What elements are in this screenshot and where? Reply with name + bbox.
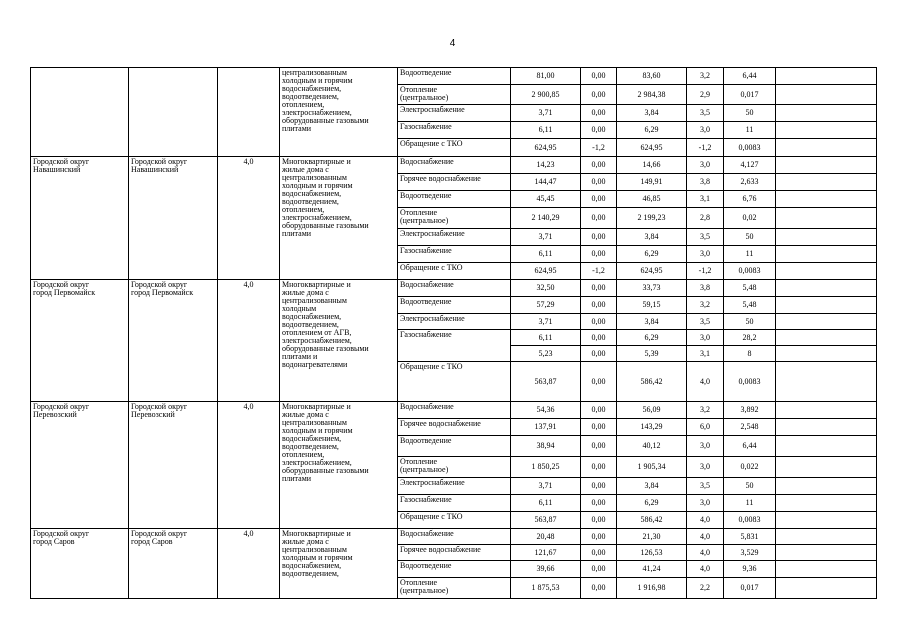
value-cell-v4: 4,0 [687,512,724,529]
value-cell-v1: 624,95 [511,263,581,280]
value-cell-v4: 3,8 [687,174,724,191]
tariff-table [30,67,877,599]
empty-cell [776,191,877,208]
value-cell-v1: 81,00 [511,68,581,85]
service-cell: Отопление (центральное) [398,85,511,105]
value-cell-v4: 2,2 [687,578,724,599]
service-cell: Электроснабжение [398,229,511,246]
value-cell-v4: 3,2 [687,297,724,314]
value-cell-v1: 3,71 [511,478,581,495]
description-cell: Многоквартирные и жилые дома с централизованным холодным и горячим водоснабжением, водоотведением, отоплением, электроснабжением, оборудованные газовыми плитами [280,157,398,280]
empty-cell [776,122,877,139]
index-cell: 4,0 [218,402,280,529]
value-cell-v1: 144,47 [511,174,581,191]
district-cell: Городской округ город Саров [31,529,129,599]
value-cell-v1: 14,23 [511,157,581,174]
value-cell-v4: 3,0 [687,495,724,512]
service-cell: Отопление (центральное) [398,578,511,599]
empty-cell [776,346,877,362]
index-cell [218,68,280,157]
value-cell-v1: 6,11 [511,122,581,139]
value-cell-v3: 2 199,23 [617,208,687,229]
value-cell-v2: 0,00 [581,346,617,362]
value-cell-v3: 6,29 [617,495,687,512]
value-cell-v5: 6,44 [724,436,776,457]
service-cell: Газоснабжение [398,330,511,362]
value-cell-v1: 6,11 [511,246,581,263]
value-cell-v2: 0,00 [581,208,617,229]
value-cell-v1: 1 875,53 [511,578,581,599]
empty-cell [776,85,877,105]
service-cell: Горячее водоснабжение [398,174,511,191]
value-cell-v5: 0,0083 [724,263,776,280]
municipality-cell [129,68,218,157]
value-cell-v4: 3,0 [687,246,724,263]
empty-cell [776,208,877,229]
value-cell-v5: 5,831 [724,529,776,545]
index-cell: 4,0 [218,529,280,599]
page-number: 4 [449,38,456,49]
district-cell: Городской округ Навашинский [31,157,129,280]
value-cell-v3: 126,53 [617,545,687,561]
empty-cell [776,436,877,457]
municipality-cell: Городской округ город Первомайск [129,280,218,402]
value-cell-v5: 2,633 [724,174,776,191]
value-cell-v2: -1,2 [581,139,617,157]
value-cell-v5: 6,44 [724,68,776,85]
value-cell-v1: 6,11 [511,330,581,346]
value-cell-v1: 137,91 [511,419,581,436]
value-cell-v4: 3,1 [687,191,724,208]
value-cell-v1: 121,67 [511,545,581,561]
value-cell-v5: 0,022 [724,457,776,478]
value-cell-v4: 3,1 [687,346,724,362]
value-cell-v5: 9,36 [724,561,776,578]
value-cell-v1: 3,71 [511,229,581,246]
table-row [31,529,877,545]
value-cell-v5: 4,127 [724,157,776,174]
value-cell-v2: 0,00 [581,105,617,122]
empty-cell [776,529,877,545]
empty-cell [776,578,877,599]
value-cell-v1: 3,71 [511,314,581,330]
value-cell-v3: 59,15 [617,297,687,314]
value-cell-v3: 41,24 [617,561,687,578]
value-cell-v2: 0,00 [581,280,617,297]
value-cell-v4: 3,0 [687,330,724,346]
description-cell: Многоквартирные и жилые дома с централизованным холодным водоснабжением, водоотведением, отоплением от АГВ, электроснабжением, оборудованные газовыми плитами и водонагревателями [280,280,398,402]
value-cell-v2: 0,00 [581,529,617,545]
value-cell-v1: 6,11 [511,495,581,512]
value-cell-v4: 4,0 [687,561,724,578]
service-cell: Отопление (центральное) [398,208,511,229]
description-cell: Многоквартирные и жилые дома с централизованным холодным и горячим водоснабжением, водоотведением, [280,529,398,599]
value-cell-v3: 3,84 [617,105,687,122]
value-cell-v2: 0,00 [581,330,617,346]
value-cell-v3: 46,85 [617,191,687,208]
value-cell-v1: 1 850,25 [511,457,581,478]
value-cell-v5: 11 [724,122,776,139]
value-cell-v5: 0,017 [724,578,776,599]
service-cell: Электроснабжение [398,105,511,122]
empty-cell [776,68,877,85]
service-cell: Горячее водоснабжение [398,545,511,561]
service-cell: Газоснабжение [398,495,511,512]
value-cell-v3: 586,42 [617,512,687,529]
value-cell-v3: 6,29 [617,122,687,139]
empty-cell [776,157,877,174]
service-cell: Водоотведение [398,436,511,457]
value-cell-v5: 50 [724,314,776,330]
value-cell-v5: 28,2 [724,330,776,346]
value-cell-v2: 0,00 [581,246,617,263]
value-cell-v3: 3,84 [617,478,687,495]
district-cell [31,68,129,157]
value-cell-v4: 3,0 [687,157,724,174]
value-cell-v5: 5,48 [724,297,776,314]
service-cell: Электроснабжение [398,478,511,495]
value-cell-v4: -1,2 [687,263,724,280]
table-row [31,402,877,419]
value-cell-v3: 586,42 [617,362,687,402]
value-cell-v2: 0,00 [581,478,617,495]
service-cell: Водоснабжение [398,157,511,174]
empty-cell [776,561,877,578]
value-cell-v3: 83,60 [617,68,687,85]
value-cell-v3: 21,30 [617,529,687,545]
value-cell-v5: 0,02 [724,208,776,229]
value-cell-v3: 6,29 [617,246,687,263]
value-cell-v3: 143,29 [617,419,687,436]
empty-cell [776,478,877,495]
index-cell: 4,0 [218,280,280,402]
value-cell-v1: 624,95 [511,139,581,157]
value-cell-v5: 11 [724,495,776,512]
service-cell: Водоотведение [398,561,511,578]
service-cell: Обращение с ТКО [398,139,511,157]
table-body [31,68,877,599]
value-cell-v2: 0,00 [581,512,617,529]
value-cell-v3: 624,95 [617,139,687,157]
value-cell-v2: 0,00 [581,297,617,314]
service-cell: Обращение с ТКО [398,263,511,280]
value-cell-v5: 0,0083 [724,362,776,402]
value-cell-v4: 4,0 [687,529,724,545]
service-cell: Отопление (центральное) [398,457,511,478]
value-cell-v5: 11 [724,246,776,263]
value-cell-v4: 3,0 [687,122,724,139]
value-cell-v4: 4,0 [687,362,724,402]
service-cell: Водоснабжение [398,402,511,419]
service-cell: Водоотведение [398,191,511,208]
value-cell-v1: 563,87 [511,362,581,402]
municipality-cell: Городской округ город Саров [129,529,218,599]
value-cell-v5: 8 [724,346,776,362]
service-cell: Электроснабжение [398,314,511,330]
service-cell: Газоснабжение [398,122,511,139]
service-cell: Водоотведение [398,68,511,85]
value-cell-v3: 6,29 [617,330,687,346]
empty-cell [776,402,877,419]
value-cell-v4: 3,5 [687,314,724,330]
value-cell-v3: 40,12 [617,436,687,457]
value-cell-v2: 0,00 [581,457,617,478]
service-cell: Обращение с ТКО [398,512,511,529]
value-cell-v2: 0,00 [581,157,617,174]
value-cell-v1: 2 900,85 [511,85,581,105]
value-cell-v2: 0,00 [581,436,617,457]
empty-cell [776,105,877,122]
value-cell-v3: 1 916,98 [617,578,687,599]
value-cell-v1: 2 140,29 [511,208,581,229]
empty-cell [776,263,877,280]
value-cell-v3: 2 984,38 [617,85,687,105]
description-cell: Многоквартирные и жилые дома с централизованным холодным и горячим водоснабжением, водоотведением, отоплением, электроснабжением, оборудованные газовыми плитами [280,402,398,529]
district-cell: Городской округ Перевозский [31,402,129,529]
value-cell-v1: 45,45 [511,191,581,208]
table-row [31,280,877,297]
service-cell: Обращение с ТКО [398,362,511,402]
value-cell-v5: 5,48 [724,280,776,297]
empty-cell [776,229,877,246]
value-cell-v3: 14,66 [617,157,687,174]
service-cell: Водоотведение [398,297,511,314]
value-cell-v1: 38,94 [511,436,581,457]
municipality-cell: Городской округ Перевозский [129,402,218,529]
value-cell-v5: 0,017 [724,85,776,105]
value-cell-v1: 5,23 [511,346,581,362]
table-row [31,157,877,174]
value-cell-v1: 32,50 [511,280,581,297]
description-cell: централизованным холодным и горячим водоснабжением, водоотведением, отоплением, электроснабжением, оборудованные газовыми плитами [280,68,398,157]
value-cell-v5: 0,0083 [724,139,776,157]
empty-cell [776,174,877,191]
service-cell: Газоснабжение [398,246,511,263]
value-cell-v2: 0,00 [581,419,617,436]
value-cell-v5: 50 [724,105,776,122]
value-cell-v2: 0,00 [581,191,617,208]
value-cell-v2: -1,2 [581,263,617,280]
value-cell-v2: 0,00 [581,229,617,246]
value-cell-v1: 563,87 [511,512,581,529]
empty-cell [776,314,877,330]
value-cell-v5: 50 [724,478,776,495]
value-cell-v3: 149,91 [617,174,687,191]
value-cell-v4: 3,5 [687,105,724,122]
value-cell-v5: 3,892 [724,402,776,419]
value-cell-v5: 2,548 [724,419,776,436]
value-cell-v2: 0,00 [581,545,617,561]
value-cell-v4: 3,5 [687,478,724,495]
service-cell: Горячее водоснабжение [398,419,511,436]
value-cell-v3: 56,09 [617,402,687,419]
value-cell-v4: 3,0 [687,457,724,478]
value-cell-v3: 3,84 [617,229,687,246]
empty-cell [776,246,877,263]
value-cell-v2: 0,00 [581,578,617,599]
value-cell-v3: 3,84 [617,314,687,330]
index-cell: 4,0 [218,157,280,280]
value-cell-v1: 3,71 [511,105,581,122]
empty-cell [776,419,877,436]
value-cell-v2: 0,00 [581,402,617,419]
value-cell-v3: 624,95 [617,263,687,280]
value-cell-v2: 0,00 [581,314,617,330]
value-cell-v4: 3,0 [687,436,724,457]
empty-cell [776,495,877,512]
empty-cell [776,139,877,157]
value-cell-v5: 3,529 [724,545,776,561]
value-cell-v4: 3,5 [687,229,724,246]
value-cell-v2: 0,00 [581,85,617,105]
value-cell-v5: 50 [724,229,776,246]
empty-cell [776,545,877,561]
value-cell-v5: 0,0083 [724,512,776,529]
value-cell-v2: 0,00 [581,174,617,191]
municipality-cell: Городской округ Навашинский [129,157,218,280]
empty-cell [776,512,877,529]
value-cell-v4: -1,2 [687,139,724,157]
value-cell-v4: 6,0 [687,419,724,436]
value-cell-v2: 0,00 [581,495,617,512]
value-cell-v3: 1 905,34 [617,457,687,478]
value-cell-v3: 33,73 [617,280,687,297]
value-cell-v1: 54,36 [511,402,581,419]
district-cell: Городской округ город Первомайск [31,280,129,402]
value-cell-v5: 6,76 [724,191,776,208]
value-cell-v4: 3,2 [687,68,724,85]
service-cell: Водоснабжение [398,280,511,297]
value-cell-v2: 0,00 [581,362,617,402]
value-cell-v4: 3,2 [687,402,724,419]
empty-cell [776,330,877,346]
empty-cell [776,280,877,297]
service-cell: Водоснабжение [398,529,511,545]
value-cell-v4: 4,0 [687,545,724,561]
value-cell-v2: 0,00 [581,561,617,578]
empty-cell [776,362,877,402]
value-cell-v2: 0,00 [581,122,617,139]
value-cell-v1: 57,29 [511,297,581,314]
value-cell-v4: 2,9 [687,85,724,105]
value-cell-v4: 3,8 [687,280,724,297]
empty-cell [776,297,877,314]
value-cell-v3: 5,39 [617,346,687,362]
empty-cell [776,457,877,478]
value-cell-v1: 20,48 [511,529,581,545]
table-row [31,68,877,85]
value-cell-v2: 0,00 [581,68,617,85]
value-cell-v1: 39,66 [511,561,581,578]
value-cell-v4: 2,8 [687,208,724,229]
